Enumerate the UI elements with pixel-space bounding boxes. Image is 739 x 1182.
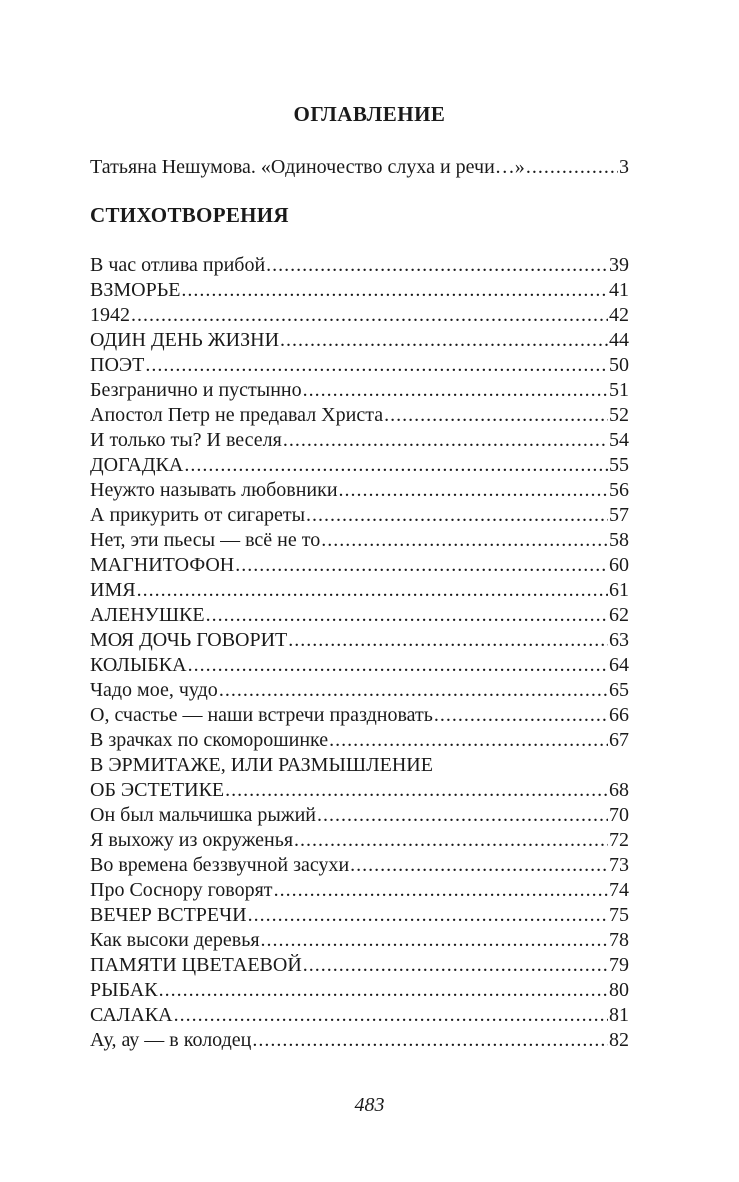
toc-entry-text: КОЛЫБКА	[90, 654, 187, 676]
toc-entry-page: 50	[609, 354, 629, 376]
toc-entry-text: В час отлива прибой	[90, 254, 266, 276]
toc-entry	[90, 653, 629, 678]
toc-entry	[90, 703, 629, 728]
toc-entry	[90, 328, 629, 353]
toc-entry-text: Апостол Петр не предавал Христа	[90, 404, 384, 426]
toc-entry	[90, 303, 629, 328]
toc-entry	[90, 1003, 629, 1028]
intro-entry-text: Татьяна Нешумова. «Одиночество слуха и речи…»	[90, 156, 525, 178]
toc-entry-page: 68	[609, 779, 629, 801]
intro-entry-page: 3	[619, 156, 629, 178]
toc-entry	[90, 553, 629, 578]
toc-entry-page: 52	[609, 404, 629, 426]
toc-entry-text: И только ты? И веселя	[90, 429, 282, 451]
dot-leader	[248, 903, 608, 928]
toc-entry-page: 64	[609, 654, 629, 676]
toc-entry-page: 51	[609, 379, 629, 401]
toc-entry-page: 80	[609, 979, 629, 1001]
toc-entry-text: САЛАКА	[90, 1004, 173, 1026]
dot-leader	[283, 428, 608, 453]
toc-entry-text: ПАМЯТИ ЦВЕТАЕВОЙ	[90, 954, 302, 976]
toc-entry-text: АЛЕНУШКЕ	[90, 604, 205, 626]
toc-entry-page: 58	[609, 529, 629, 551]
toc-entry	[90, 428, 629, 453]
dot-leader	[145, 353, 608, 378]
toc-entry	[90, 928, 629, 953]
toc-entry	[90, 903, 629, 928]
toc-entry-page: 73	[609, 854, 629, 876]
dot-leader	[434, 703, 608, 728]
toc-entry-text: ВЕЧЕР ВСТРЕЧИ	[90, 904, 247, 926]
toc-entry-text: Чадо мое, чудо	[90, 679, 218, 701]
dot-leader	[252, 1028, 608, 1053]
dot-leader	[181, 278, 608, 303]
dot-leader	[317, 803, 608, 828]
dot-leader	[306, 503, 608, 528]
toc-entry-page: 62	[609, 604, 629, 626]
toc-entry-text: Безгранично и пустынно	[90, 379, 302, 401]
dot-leader	[384, 403, 608, 428]
toc-entry-text: 1942	[90, 304, 130, 326]
toc-entry	[90, 753, 629, 778]
toc-entry-text: Ау, ау — в колодец	[90, 1029, 252, 1051]
toc-entry-text: МОЯ ДОЧЬ ГОВОРИТ	[90, 629, 288, 651]
toc-entry-page: 65	[609, 679, 629, 701]
dot-leader	[339, 478, 608, 503]
toc-entry-text: Нет, эти пьесы — всё не то	[90, 529, 321, 551]
toc-entry-page: 60	[609, 554, 629, 576]
toc-entry	[90, 628, 629, 653]
toc-entry-text: Неужто называть любовники	[90, 479, 338, 501]
dot-leader	[219, 678, 608, 703]
dot-leader	[350, 853, 608, 878]
toc-entry-text: Как высоки деревья	[90, 929, 260, 951]
toc-entry-text: ОБ ЭСТЕТИКЕ	[90, 779, 225, 801]
toc-entry-page: 74	[609, 879, 629, 901]
toc-entry	[90, 878, 629, 903]
toc-entry-text: О, счастье — наши встречи праздновать	[90, 704, 433, 726]
toc-entry-page: 82	[609, 1029, 629, 1051]
dot-leader	[280, 328, 608, 353]
toc-entry	[90, 778, 629, 803]
toc-entry-text: РЫБАК	[90, 979, 158, 1001]
dot-leader	[329, 728, 608, 753]
toc-entry-text: Про Соснору говорят	[90, 879, 273, 901]
toc-entry-text: ОДИН ДЕНЬ ЖИЗНИ	[90, 329, 280, 351]
dot-leader	[303, 953, 608, 978]
toc-entry-page: 78	[609, 929, 629, 951]
dot-leader	[321, 528, 608, 553]
toc-entries	[90, 253, 629, 1053]
dot-leader	[261, 928, 608, 953]
toc-entry-text: МАГНИТОФОН	[90, 554, 235, 576]
dot-leader	[188, 653, 608, 678]
toc-entry	[90, 803, 629, 828]
toc-entry	[90, 528, 629, 553]
dot-leader	[174, 1003, 608, 1028]
toc-entry-page: 56	[609, 479, 629, 501]
dot-leader	[137, 578, 608, 603]
toc-entry	[90, 603, 629, 628]
toc-entry-text: ПОЭТ	[90, 354, 145, 376]
toc-entry	[90, 828, 629, 853]
toc-entry-text: В ЭРМИТАЖЕ, ИЛИ РАЗМЫШЛЕНИЕ	[90, 754, 433, 776]
toc-entry	[90, 403, 629, 428]
toc-entry	[90, 478, 629, 503]
toc-entry-page: 66	[609, 704, 629, 726]
toc-entry	[90, 578, 629, 603]
toc-entry-text: ДОГАДКА	[90, 454, 184, 476]
toc-entry-page: 79	[609, 954, 629, 976]
toc-entry-page: 55	[609, 454, 629, 476]
toc-entry	[90, 253, 629, 278]
toc-entry	[90, 378, 629, 403]
dot-leader	[274, 878, 608, 903]
dot-leader	[225, 778, 608, 803]
dot-leader	[131, 303, 608, 328]
dot-leader	[294, 828, 608, 853]
toc-entry	[90, 853, 629, 878]
toc-entry-text: В зрачках по скоморошинке	[90, 729, 329, 751]
toc-entry-page: 39	[609, 254, 629, 276]
toc-entry-page: 70	[609, 804, 629, 826]
toc-entry-page: 61	[609, 579, 629, 601]
dot-leader	[266, 253, 608, 278]
toc-entry-page: 67	[609, 729, 629, 751]
toc-entry	[90, 953, 629, 978]
toc-entry-page: 63	[609, 629, 629, 651]
toc-title: ОГЛАВЛЕНИЕ	[293, 102, 446, 126]
toc-entry-page: 44	[609, 329, 629, 351]
dot-leader	[184, 453, 608, 478]
toc-entry	[90, 278, 629, 303]
toc-entry-text: Он был мальчишка рыжий	[90, 804, 317, 826]
toc-entry-page: 54	[609, 429, 629, 451]
toc-entry-page: 42	[609, 304, 629, 326]
toc-entry	[90, 503, 629, 528]
toc-entry-page: 75	[609, 904, 629, 926]
toc-entry	[90, 678, 629, 703]
dot-leader	[206, 603, 608, 628]
toc-entry-text: Во времена беззвучной засухи	[90, 854, 350, 876]
toc-entry-page: 81	[609, 1004, 629, 1026]
toc-entry-text: А прикурить от сигареты	[90, 504, 306, 526]
dot-leader	[303, 378, 608, 403]
toc-entry-text: ИМЯ	[90, 579, 136, 601]
toc-entry-page: 41	[609, 279, 629, 301]
intro-entry	[90, 154, 629, 180]
toc-entry	[90, 728, 629, 753]
toc-entry	[90, 453, 629, 478]
page-number: 483	[354, 1094, 385, 1116]
dot-leader	[526, 154, 618, 180]
toc-entry-page: 72	[609, 829, 629, 851]
dot-leader	[288, 628, 608, 653]
toc-entry-text: ВЗМОРЬЕ	[90, 279, 181, 301]
toc-entry	[90, 353, 629, 378]
toc-entry-page: 57	[609, 504, 629, 526]
section-heading: СТИХОТВОРЕНИЯ	[90, 203, 289, 227]
dot-leader	[159, 978, 608, 1003]
toc-entry-text: Я выхожу из окруженья	[90, 829, 294, 851]
toc-entry	[90, 1028, 629, 1053]
toc-entry	[90, 978, 629, 1003]
dot-leader	[235, 553, 608, 578]
